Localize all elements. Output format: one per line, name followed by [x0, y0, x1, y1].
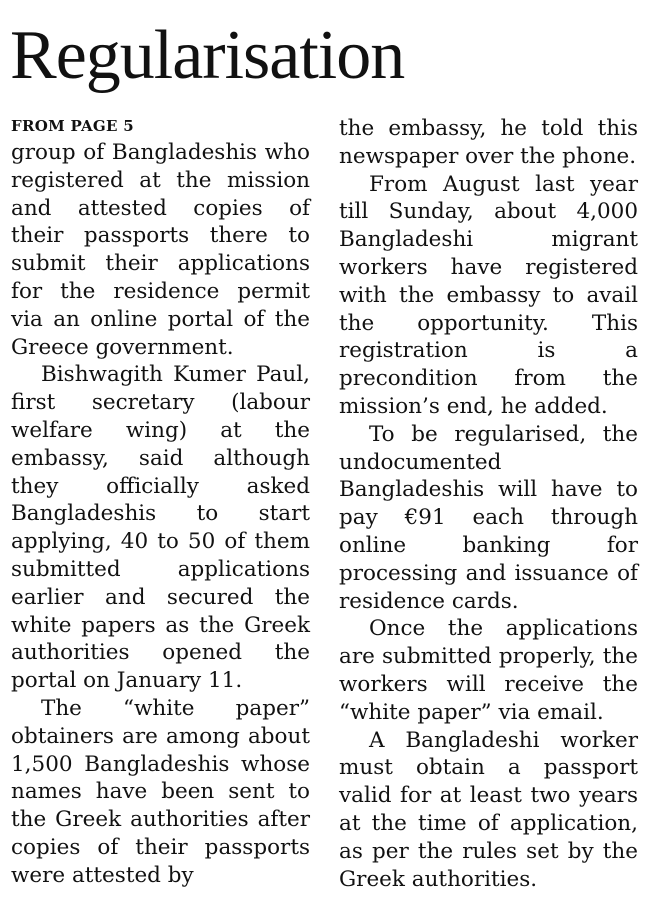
paragraph-6: To be regularised, the undocumented Bangladeshis will have to pay €91 each through online banking for processing and issuance of residence cards.: [339, 421, 638, 614]
paragraph-8: A Bangladeshi worker must obtain a passport valid for at least two years at the time of application, as per the rules set by the Greek authorities.: [339, 727, 638, 892]
paragraph-4: the embassy, he told this newspaper over the phone.: [339, 116, 638, 169]
headline: Regularisation: [10, 17, 405, 94]
paragraph-3: The “white paper” obtainers are among about 1,500 Bangladeshis whose names have been sent to the Greek authorities after copies of their passports were attested by: [11, 695, 310, 888]
article-column-right: [339, 115, 638, 893]
paragraph-5: From August last year till Sunday, about 4,000 Bangladeshi migrant workers have registered with the embassy to avail the opportunity. This registration is a precondition from the mission’s end, he added.: [339, 171, 638, 419]
paragraph-2: Bishwagith Kumer Paul, first secretary (labour welfare wing) at the embassy, said although they officially asked Bangladeshis to start applying, 40 to 50 of them submitted applications earlier and secured the white papers as the Greek authorities opened the portal on January 11.: [11, 362, 310, 694]
paragraph-7: Once the applications are submitted properly, the workers will receive the “white paper” via email.: [339, 616, 638, 725]
article-column-left: [11, 115, 310, 890]
paragraph-1: group of Bangladeshis who registered at the mission and attested copies of their passports there to submit their applications for the residence permit via an online portal of the Greece government.: [11, 140, 310, 360]
jumpline: FROM PAGE 5: [11, 117, 135, 135]
